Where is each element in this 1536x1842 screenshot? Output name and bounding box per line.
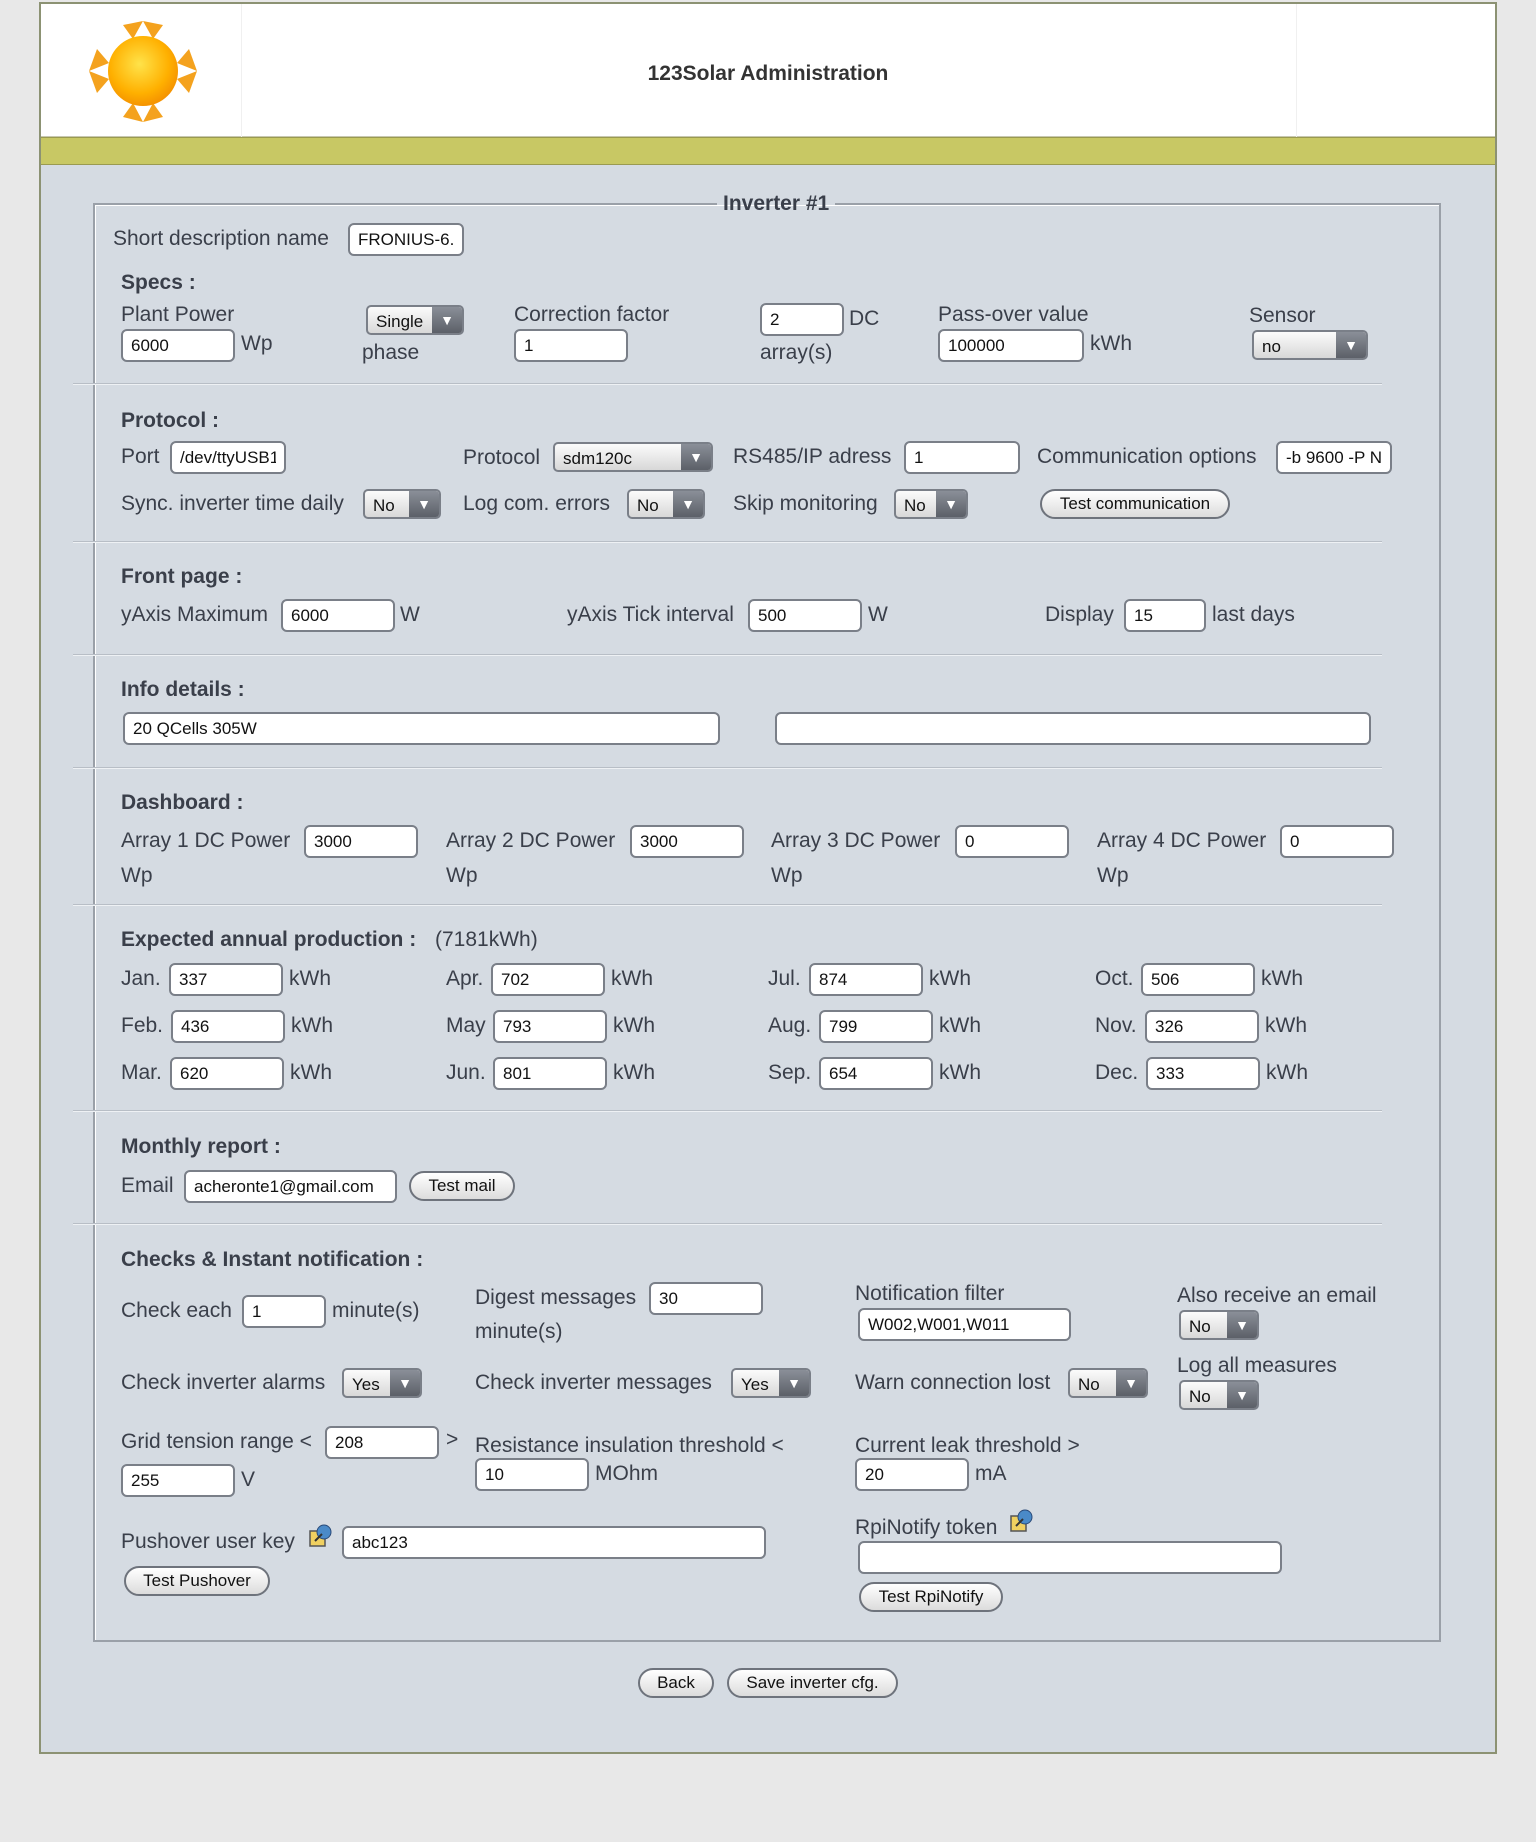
chevron-down-icon: ▼ (432, 307, 462, 333)
log-errors-select[interactable] (627, 489, 705, 519)
check-messages-select[interactable] (731, 1368, 811, 1398)
chevron-down-icon: ▼ (936, 491, 966, 517)
sync-time-label: Sync. inverter time daily (121, 492, 344, 515)
ymax-label: yAxis Maximum (121, 603, 269, 626)
divider (73, 904, 1382, 906)
pass-over-input[interactable] (938, 329, 1084, 362)
month-unit: kWh (1265, 1014, 1307, 1037)
chevron-down-icon: ▼ (1116, 1370, 1146, 1396)
month-label: Mar. (121, 1061, 162, 1084)
divider (73, 1110, 1382, 1112)
pushover-label: Pushover user key (121, 1530, 295, 1553)
grid-unit: V (241, 1468, 256, 1491)
log-errors-label: Log com. errors (463, 492, 611, 515)
array3-label: Array 3 DC Power (771, 829, 941, 852)
array1-input[interactable] (304, 825, 418, 858)
array1-unit: Wp (121, 864, 153, 887)
month-label: Aug. (768, 1014, 812, 1037)
month-input[interactable] (1145, 1010, 1259, 1043)
rs485-input[interactable] (904, 441, 1020, 474)
protocol-label: Protocol (463, 446, 541, 469)
pass-over-unit: kWh (1090, 332, 1132, 355)
divider (73, 1223, 1382, 1225)
array4-label: Array 4 DC Power (1097, 829, 1267, 852)
month-unit: kWh (290, 1061, 332, 1084)
month-label: Apr. (446, 967, 484, 990)
comm-options-label: Communication options (1037, 445, 1257, 468)
sensor-select-value: no (1262, 337, 1281, 356)
chevron-down-icon: ▼ (1336, 332, 1366, 358)
resistance-unit: MOhm (595, 1462, 658, 1485)
notification-filter-label: Notification filter (855, 1282, 1005, 1305)
month-input[interactable] (491, 963, 605, 996)
info-line-2-input[interactable] (775, 712, 1371, 745)
test-pushover-button[interactable]: Test Pushover (124, 1566, 270, 1596)
test-rpinotify-button[interactable]: Test RpiNotify (859, 1582, 1003, 1612)
chevron-down-icon: ▼ (390, 1370, 420, 1396)
month-label: Jun. (446, 1061, 486, 1084)
month-input[interactable] (493, 1057, 607, 1090)
rpinotify-token-input[interactable] (858, 1541, 1282, 1574)
plant-power-label: Plant Power (121, 303, 235, 326)
month-label: Feb. (121, 1014, 164, 1037)
divider (73, 541, 1382, 543)
phase-label: phase (362, 341, 420, 364)
month-label: Jul. (768, 967, 801, 990)
array1-label: Array 1 DC Power (121, 829, 291, 852)
log-all-select-value: No (1189, 1387, 1211, 1406)
email-input[interactable] (184, 1170, 397, 1203)
array3-unit: Wp (771, 864, 803, 887)
comm-options-input[interactable] (1276, 441, 1392, 474)
month-unit: kWh (291, 1014, 333, 1037)
warn-connection-select-value: No (1078, 1375, 1100, 1394)
current-leak-unit: mA (975, 1462, 1007, 1485)
log-errors-select-value: No (637, 496, 659, 515)
check-messages-label: Check inverter messages (475, 1371, 712, 1394)
check-messages-select-value: Yes (741, 1375, 769, 1394)
page-title: 123Solar Administration (647, 62, 889, 85)
divider (73, 383, 1382, 385)
chevron-down-icon: ▼ (681, 444, 711, 470)
dashboard-title: Dashboard : (121, 791, 244, 814)
month-unit: kWh (929, 967, 971, 990)
header (41, 4, 1495, 137)
month-unit: kWh (611, 967, 653, 990)
plant-power-unit: Wp (241, 332, 273, 355)
monthly-report-title: Monthly report : (121, 1135, 281, 1158)
resistance-label: Resistance insulation threshold < (475, 1434, 784, 1457)
correction-factor-label: Correction factor (514, 303, 670, 326)
month-unit: kWh (1261, 967, 1303, 990)
main-frame (39, 2, 1497, 1754)
specs-title: Specs : (121, 271, 196, 294)
protocol-select-value: sdm120c (563, 449, 632, 468)
month-input[interactable] (170, 1057, 284, 1090)
month-label: Sep. (768, 1061, 812, 1084)
sensor-label: Sensor (1249, 304, 1316, 327)
month-input[interactable] (171, 1010, 285, 1043)
month-label: Nov. (1095, 1014, 1137, 1037)
skip-monitoring-select-value: No (904, 496, 926, 515)
skip-monitoring-label: Skip monitoring (733, 492, 878, 515)
short-name-input[interactable] (348, 223, 464, 256)
grid-high-input[interactable] (121, 1464, 235, 1497)
digest-unit: minute(s) (475, 1320, 563, 1343)
chevron-down-icon: ▼ (779, 1370, 809, 1396)
notification-filter-input[interactable] (858, 1308, 1071, 1341)
grid-gt-label: > (446, 1428, 459, 1451)
open-link-icon[interactable] (308, 1524, 332, 1548)
month-input[interactable] (819, 1057, 933, 1090)
month-unit: kWh (939, 1061, 981, 1084)
pass-over-label: Pass-over value (938, 303, 1089, 326)
front-page-title: Front page : (121, 565, 243, 588)
check-alarms-select-value: Yes (352, 1375, 380, 1394)
warn-connection-label: Warn connection lost (855, 1371, 1051, 1394)
check-alarms-select[interactable] (342, 1368, 422, 1398)
chevron-down-icon: ▼ (409, 491, 439, 517)
inverter-fieldset (93, 192, 1441, 1642)
email-label: Email (121, 1174, 174, 1197)
month-unit: kWh (613, 1014, 655, 1037)
sync-time-select-value: No (373, 496, 395, 515)
resistance-input[interactable] (475, 1458, 589, 1491)
warn-connection-select[interactable] (1068, 1368, 1148, 1398)
digest-input[interactable] (649, 1282, 763, 1315)
test-mail-button[interactable]: Test mail (409, 1171, 515, 1201)
protocol-title: Protocol : (121, 409, 219, 432)
dc-arrays-label: DC (849, 307, 880, 330)
array2-label: Array 2 DC Power (446, 829, 616, 852)
port-input[interactable] (170, 441, 286, 474)
array4-input[interactable] (1280, 825, 1394, 858)
open-link-icon[interactable] (1009, 1509, 1033, 1533)
month-input[interactable] (493, 1010, 607, 1043)
log-all-select[interactable] (1179, 1380, 1259, 1410)
array3-input[interactable] (955, 825, 1069, 858)
skip-monitoring-select[interactable] (894, 489, 968, 519)
check-each-label: Check each (121, 1299, 232, 1322)
chevron-down-icon: ▼ (1227, 1382, 1257, 1408)
protocol-select[interactable] (553, 442, 713, 472)
digest-label: Digest messages (475, 1286, 637, 1309)
dc-arrays-input[interactable] (760, 303, 844, 336)
month-label: Jan. (121, 967, 161, 990)
sensor-select[interactable] (1252, 330, 1368, 360)
chevron-down-icon: ▼ (673, 491, 703, 517)
month-input[interactable] (169, 963, 283, 996)
check-alarms-label: Check inverter alarms (121, 1371, 326, 1394)
divider (73, 767, 1382, 769)
display-unit: last days (1212, 603, 1295, 626)
correction-factor-input[interactable] (514, 329, 628, 362)
test-communication-button[interactable]: Test communication (1040, 489, 1230, 519)
array2-unit: Wp (446, 864, 478, 887)
ymax-input[interactable] (281, 599, 395, 632)
fieldset-legend: Inverter #1 (723, 192, 830, 215)
ytick-unit: W (868, 603, 888, 626)
sync-time-select[interactable] (363, 489, 441, 519)
month-unit: kWh (939, 1014, 981, 1037)
grid-tension-label: Grid tension range < (121, 1430, 312, 1453)
log-all-label: Log all measures (1177, 1354, 1337, 1377)
plant-power-input[interactable] (121, 329, 235, 362)
dc-arrays-label-2: array(s) (760, 341, 833, 364)
rpinotify-label: RpiNotify token (855, 1516, 998, 1539)
ytick-label: yAxis Tick interval (567, 603, 734, 626)
display-days-input[interactable] (1124, 599, 1206, 632)
also-email-select[interactable] (1179, 1310, 1259, 1340)
array2-input[interactable] (630, 825, 744, 858)
grid-low-input[interactable] (325, 1426, 439, 1459)
expected-production-title: Expected annual production : (121, 928, 417, 951)
short-name-label: Short description name (113, 227, 329, 250)
month-input[interactable] (1146, 1057, 1260, 1090)
info-line-1-input[interactable] (123, 712, 720, 745)
phase-select-value: Single (376, 312, 424, 331)
current-leak-input[interactable] (855, 1458, 969, 1491)
expected-production-total: (7181kWh) (435, 928, 538, 951)
rs485-label: RS485/IP adress (733, 445, 892, 468)
save-inverter-button[interactable]: Save inverter cfg. (727, 1668, 898, 1698)
month-input[interactable] (819, 1010, 933, 1043)
info-details-title: Info details : (121, 678, 245, 701)
chevron-down-icon: ▼ (1227, 1312, 1257, 1338)
current-leak-label: Current leak threshold > (855, 1434, 1080, 1457)
month-label: Oct. (1095, 967, 1134, 990)
month-unit: kWh (289, 967, 331, 990)
phase-select[interactable] (366, 305, 464, 335)
ytick-input[interactable] (748, 599, 862, 632)
pushover-key-input[interactable] (342, 1526, 766, 1559)
month-input[interactable] (809, 963, 923, 996)
month-unit: kWh (1266, 1061, 1308, 1084)
month-label: May (446, 1014, 486, 1037)
back-button[interactable]: Back (638, 1668, 714, 1698)
also-email-select-value: No (1189, 1317, 1211, 1336)
check-each-input[interactable] (242, 1295, 326, 1328)
display-label: Display (1045, 603, 1114, 626)
month-unit: kWh (613, 1061, 655, 1084)
port-label: Port (121, 445, 160, 468)
check-each-unit: minute(s) (332, 1299, 420, 1322)
divider (73, 654, 1382, 656)
month-label: Dec. (1095, 1061, 1139, 1084)
header-bar (41, 137, 1495, 165)
checks-title: Checks & Instant notification : (121, 1248, 424, 1271)
also-email-label: Also receive an email (1177, 1284, 1377, 1307)
month-input[interactable] (1141, 963, 1255, 996)
ymax-unit: W (400, 603, 420, 626)
array4-unit: Wp (1097, 864, 1129, 887)
